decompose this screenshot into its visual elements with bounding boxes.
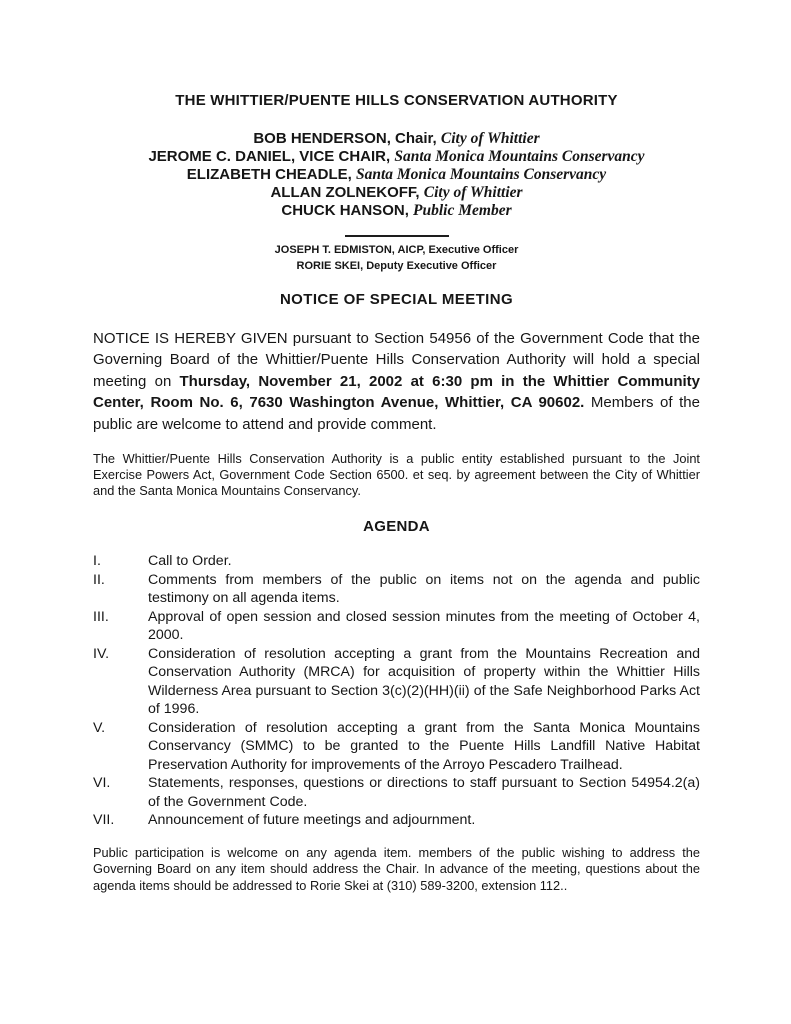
officer-line: RORIE SKEI, Deputy Executive Officer — [296, 260, 497, 272]
agenda-item-text: Statements, responses, questions or directions to staff pursuant to Section 54954.2(a) of the Government Code. — [148, 775, 700, 810]
member-affiliation: Public Member — [413, 202, 512, 219]
officers-list — [93, 242, 700, 274]
agenda-item — [93, 811, 700, 830]
agenda-item-text: Announcement of future meetings and adjournment. — [148, 812, 476, 829]
agenda-item-numeral: I. — [93, 553, 101, 570]
notice-text-pre: NOTICE IS HEREBY GIVEN pursuant to Section 54956 of the Government Code that the Governing Board of the Whittier/Puente Hills Conservation Authority will hold a special meeting on — [93, 330, 700, 390]
agenda-item-numeral: VI. — [93, 775, 111, 792]
notice-text-bold: Thursday, November 21, 2002 at 6:30 pm in the Whittier Community Center, Room No. 6, 7630 Washington Avenue, Whittier, CA 90602. — [93, 372, 700, 412]
member-name: ELIZABETH CHEADLE, — [186, 166, 352, 183]
agenda-item-numeral: IV. — [93, 645, 110, 662]
agenda-item-text: Consideration of resolution accepting a grant from the Santa Monica Mountains Conservancy (SMMC) to be granted to the Puente Hills Landfill Native Habitat Preservation Authority for improvements of the Arroyo Pescadero Trailhead. — [148, 719, 700, 773]
agenda-item-numeral: III. — [93, 608, 109, 625]
member-affiliation: Santa Monica Mountains Conservancy — [355, 166, 607, 183]
agenda-item-numeral: VII. — [93, 812, 115, 829]
board-member-line — [93, 148, 700, 166]
document-content — [93, 0, 700, 894]
agenda-item — [93, 645, 700, 719]
member-name: ALLAN ZOLNEKOFF, — [270, 184, 420, 201]
notice-paragraph — [93, 328, 700, 435]
agenda-item — [93, 774, 700, 811]
agenda-heading: AGENDA — [363, 518, 430, 536]
agenda-item-text: Approval of open session and closed session minutes from the meeting of October 4, 2000. — [148, 608, 700, 644]
agenda-item-text: Call to Order. — [148, 553, 232, 570]
agenda-list — [93, 552, 700, 830]
agenda-item — [93, 608, 700, 645]
agenda-item-text: Consideration of resolution accepting a grant from the Mountains Recreation and Conservation Authority (MRCA) for acquisition of property within the Whittier Hills Wilderness Area pursuant to Section 3(c)(2)(HH)(ii) of the Safe Neighborhood Parks Act of 1996. — [148, 645, 700, 718]
notice-heading: NOTICE OF SPECIAL MEETING — [279, 291, 514, 308]
member-affiliation: Santa Monica Mountains Conservancy — [394, 148, 645, 165]
participation-paragraph: Public participation is welcome on any agenda item. members of the public wishing to address the Governing Board on any item should address the Chair. In advance of the meeting, questions about the agenda items should be addressed to Rorie Skei at (310) 589-3200, extension 112.. — [93, 844, 700, 893]
page-title: THE WHITTIER/PUENTE HILLS CONSERVATION AUTHORITY — [175, 92, 618, 109]
notice-text-post: Members of the public are welcome to attend and provide comment. — [93, 394, 700, 433]
member-name: BOB HENDERSON, Chair, — [253, 130, 437, 147]
board-member-line — [93, 202, 700, 220]
agenda-item-text: Comments from members of the public on items not on the agenda and public testimony on all agenda items. — [148, 571, 700, 607]
agenda-item — [93, 719, 700, 775]
member-name: JEROME C. DANIEL, VICE CHAIR, — [148, 148, 391, 165]
board-member-line — [93, 130, 700, 148]
board-member-line — [93, 184, 700, 202]
member-name: CHUCK HANSON, — [281, 202, 409, 219]
agenda-item-numeral: II. — [93, 571, 105, 588]
member-affiliation: City of Whittier — [440, 130, 540, 147]
officers-divider — [345, 235, 449, 237]
agenda-item — [93, 571, 700, 608]
board-member-line — [93, 166, 700, 184]
board-members-list — [93, 130, 700, 220]
agenda-item — [93, 552, 700, 571]
entity-paragraph: The Whittier/Puente Hills Conservation Authority is a public entity established pursuant to the Joint Exercise Powers Act, Government Code Section 6500. et seq. by agreement between the City of Whittier and the Santa Monica Mountains Conservancy. — [93, 451, 700, 499]
agenda-item-numeral: V. — [93, 719, 106, 736]
officer-line: JOSEPH T. EDMISTON, AICP, Executive Officer — [274, 244, 519, 256]
member-affiliation: City of Whittier — [423, 184, 523, 201]
